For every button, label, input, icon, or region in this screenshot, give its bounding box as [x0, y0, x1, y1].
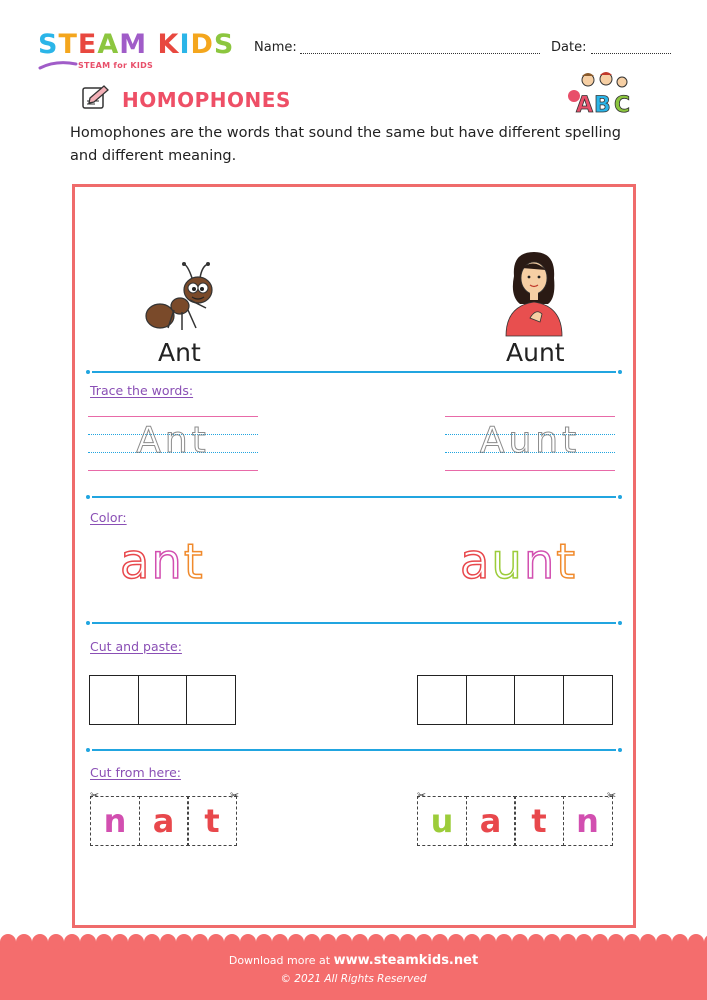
- outline-letter[interactable]: t: [183, 534, 205, 590]
- scallop: [128, 934, 144, 950]
- cut-letter: t: [531, 802, 547, 840]
- steam-kids-logo: [38, 30, 238, 76]
- scallop: [96, 934, 112, 950]
- cut-from-section-label: Cut from here:: [90, 765, 181, 780]
- scallop: [384, 934, 400, 950]
- paste-box[interactable]: [417, 675, 467, 725]
- scallop: [576, 934, 592, 950]
- logo-letter: I: [179, 29, 191, 60]
- color-word-ant[interactable]: [120, 534, 205, 590]
- cut-letter-card[interactable]: [417, 796, 467, 846]
- scallop: [256, 934, 272, 950]
- scallop: [336, 934, 352, 950]
- scallop: [224, 934, 240, 950]
- logo-swoosh-icon: [38, 58, 78, 72]
- scallop: [112, 934, 128, 950]
- cut-paste-section-label: Cut and paste:: [90, 639, 182, 654]
- outline-letter[interactable]: u: [491, 534, 524, 590]
- logo-letter: A: [97, 29, 120, 60]
- footer-download: [0, 953, 707, 968]
- cut-letter-card[interactable]: [90, 796, 140, 846]
- cut-letter-card[interactable]: [563, 796, 613, 846]
- paste-box[interactable]: [466, 675, 516, 725]
- scissors-icon: ✂: [230, 789, 240, 802]
- outline-letter[interactable]: t: [556, 534, 578, 590]
- trace-word-aunt: Aunt: [479, 420, 581, 461]
- svg-text:C: C: [614, 93, 631, 116]
- scallop: [288, 934, 304, 950]
- page-title: HOMOPHONES: [122, 88, 291, 112]
- scallop: [0, 934, 16, 950]
- paste-box[interactable]: [89, 675, 139, 725]
- scallop: [48, 934, 64, 950]
- paste-box[interactable]: [138, 675, 188, 725]
- section-divider: [92, 496, 616, 498]
- name-label: Name:: [254, 40, 297, 55]
- scallop: [240, 934, 256, 950]
- section-divider: [92, 622, 616, 624]
- scallop: [304, 934, 320, 950]
- intro-text: Homophones are the words that sound the same but have different spelling and different meaning.: [70, 125, 621, 164]
- logo-letter: T: [58, 29, 78, 60]
- pencil-paper-icon: [80, 84, 112, 112]
- footer-scallop-edge: [0, 934, 707, 950]
- scallop: [16, 934, 32, 950]
- scissors-icon: ✂: [90, 789, 100, 802]
- logo-letter: D: [190, 29, 214, 60]
- logo-wordmark: [38, 30, 238, 60]
- scallop: [528, 934, 544, 950]
- outline-letter[interactable]: a: [120, 534, 152, 590]
- scallop: [64, 934, 80, 950]
- word-aunt: Aunt: [506, 338, 565, 367]
- scallop: [496, 934, 512, 950]
- logo-letter: S: [38, 29, 59, 60]
- scallop: [512, 934, 528, 950]
- scallop: [448, 934, 464, 950]
- footer: [0, 942, 707, 1000]
- logo-subtitle: STEAM for KIDS: [78, 61, 154, 70]
- scallop: [368, 934, 384, 950]
- scallop: [688, 934, 704, 950]
- scallop: [208, 934, 224, 950]
- scallop: [560, 934, 576, 950]
- section-divider: [92, 371, 616, 373]
- cut-letter-card[interactable]: [139, 796, 189, 846]
- cut-letter: a: [152, 802, 175, 840]
- word-ant: Ant: [158, 338, 201, 367]
- cut-letter-card[interactable]: [466, 796, 516, 846]
- scallop: [480, 934, 496, 950]
- trace-section-label: Trace the words:: [90, 383, 194, 398]
- logo-letter: S: [213, 29, 235, 60]
- color-section-label: Color:: [90, 510, 127, 525]
- footer-site-link[interactable]: www.steamkids.net: [333, 953, 479, 968]
- cut-letters-ant: [90, 796, 236, 846]
- scallop: [400, 934, 416, 950]
- ant-illustration: [142, 260, 222, 336]
- scallop: [160, 934, 176, 950]
- color-word-aunt[interactable]: [460, 534, 577, 590]
- name-input-line[interactable]: [300, 53, 540, 54]
- scallop: [624, 934, 640, 950]
- logo-letter: K: [157, 29, 180, 60]
- scissors-icon: ✂: [417, 789, 427, 802]
- cut-letter: t: [204, 802, 220, 840]
- footer-copyright: © 2021 All Rights Reserved: [280, 973, 427, 985]
- aunt-illustration: [500, 248, 566, 338]
- scallop: [352, 934, 368, 950]
- scallop: [640, 934, 656, 950]
- paste-boxes-ant: [89, 675, 235, 725]
- scallop: [144, 934, 160, 950]
- trace-area-aunt[interactable]: [445, 414, 615, 472]
- cut-letter-card[interactable]: [514, 796, 564, 846]
- logo-letter: E: [77, 29, 98, 60]
- cut-letter-card[interactable]: [187, 796, 237, 846]
- outline-letter[interactable]: a: [460, 534, 492, 590]
- cut-letter: a: [479, 802, 502, 840]
- date-input-line[interactable]: [591, 53, 671, 54]
- scallop: [656, 934, 672, 950]
- scallop: [592, 934, 608, 950]
- scallop: [32, 934, 48, 950]
- paste-box[interactable]: [186, 675, 236, 725]
- cut-letter: n: [103, 802, 127, 840]
- section-divider: [92, 749, 616, 751]
- scallop: [672, 934, 688, 950]
- scallop: [432, 934, 448, 950]
- outline-letter[interactable]: n: [151, 534, 184, 590]
- trace-area-ant[interactable]: [88, 414, 258, 472]
- svg-text:A: A: [576, 93, 594, 116]
- scallop: [80, 934, 96, 950]
- scissors-icon: ✂: [607, 789, 617, 802]
- trace-word-ant: Ant: [136, 420, 210, 461]
- logo-letter: M: [119, 29, 148, 60]
- paste-boxes-aunt: [417, 675, 611, 725]
- date-label: Date:: [551, 40, 587, 55]
- footer-prefix: Download more at: [228, 954, 331, 967]
- cut-letter: n: [576, 802, 599, 840]
- abc-kids-illustration: [562, 70, 638, 116]
- cut-letters-aunt: [417, 796, 611, 846]
- scallop: [192, 934, 208, 950]
- svg-text:B: B: [594, 93, 611, 116]
- scallop: [416, 934, 432, 950]
- scallop: [464, 934, 480, 950]
- scallop: [608, 934, 624, 950]
- scallop: [272, 934, 288, 950]
- logo-letter: [147, 30, 157, 60]
- scallop: [320, 934, 336, 950]
- scallop: [544, 934, 560, 950]
- cut-letter: u: [430, 802, 454, 840]
- outline-letter[interactable]: n: [523, 534, 557, 590]
- paste-box[interactable]: [563, 675, 613, 725]
- scallop: [176, 934, 192, 950]
- paste-box[interactable]: [514, 675, 564, 725]
